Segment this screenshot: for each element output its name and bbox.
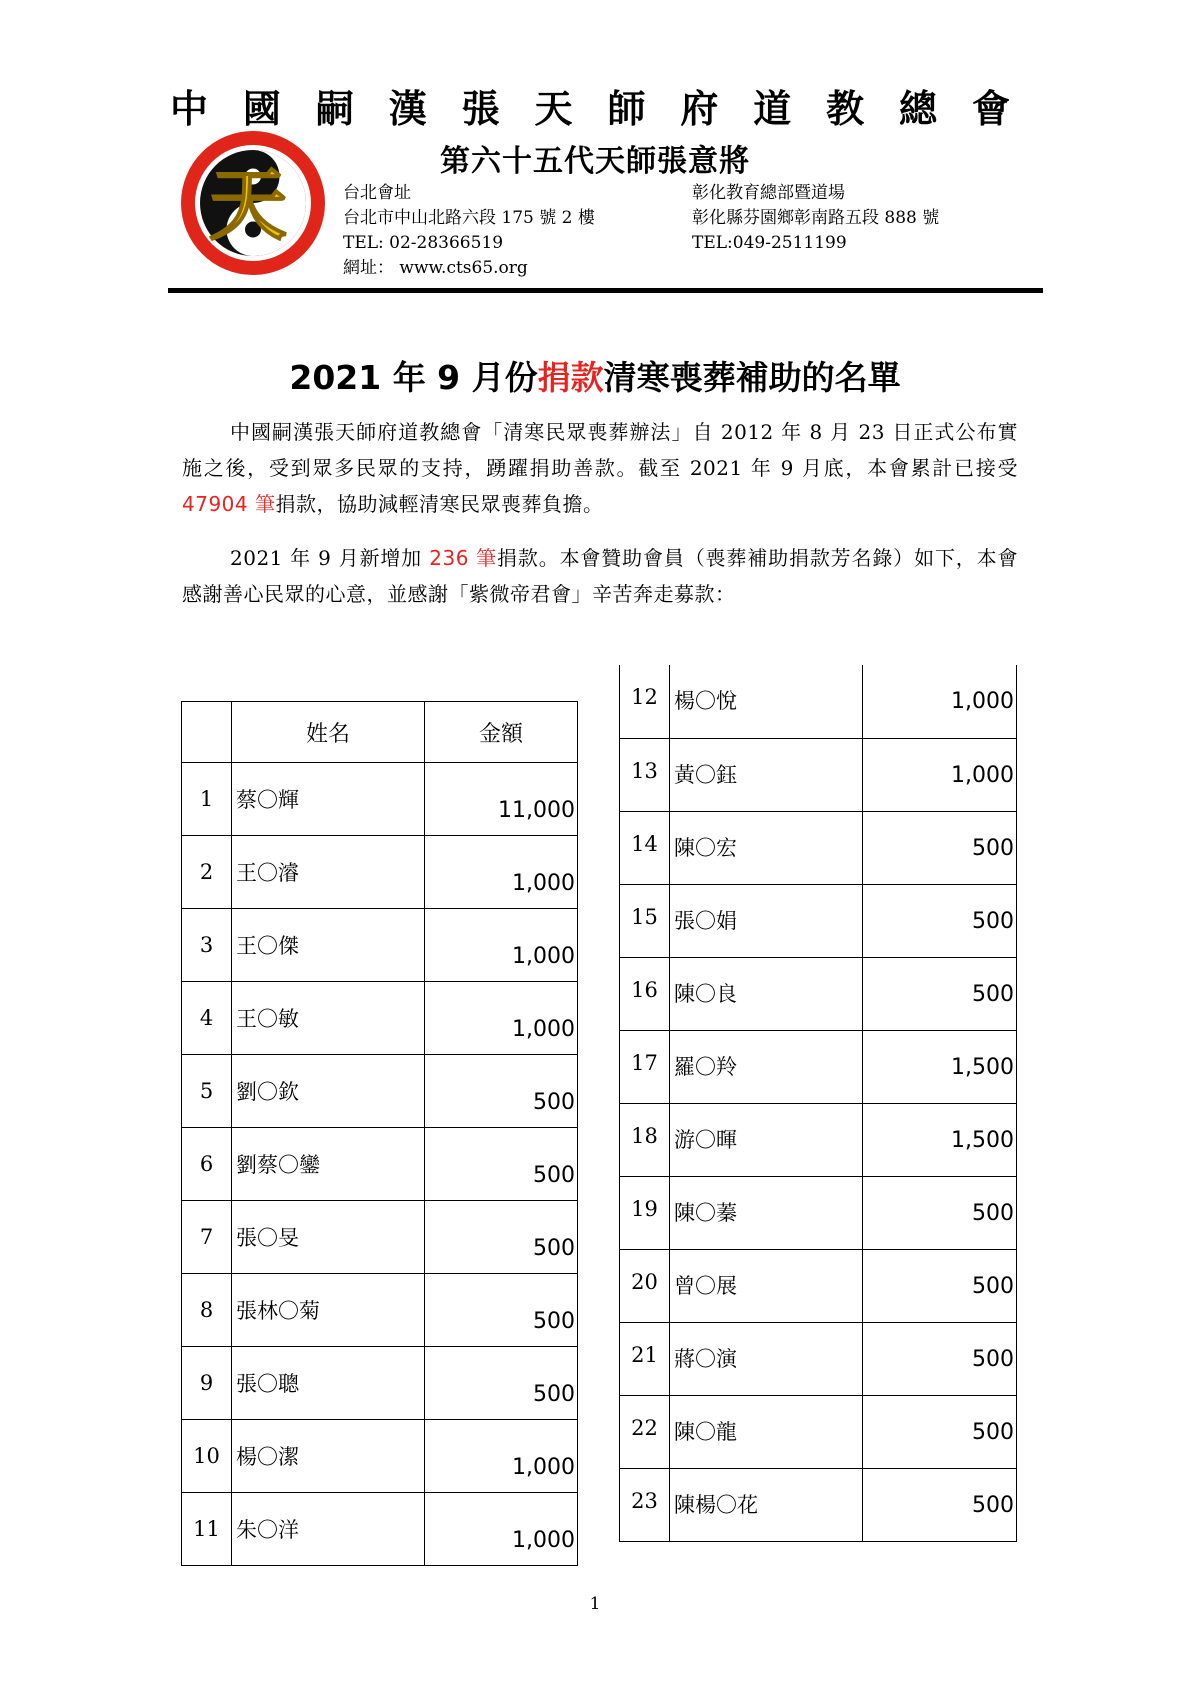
- table-row: [182, 909, 578, 982]
- donor-amount: [863, 957, 1017, 1030]
- donor-amount: [425, 982, 578, 1055]
- donor-name: 陳〇龍: [670, 1395, 863, 1468]
- donor-name: 陳〇蓁: [670, 1176, 863, 1249]
- amount-value: 1,500: [951, 1127, 1014, 1153]
- donor-amount: [425, 1055, 578, 1128]
- table-row: [182, 1274, 578, 1347]
- donor-amount: [863, 738, 1017, 811]
- title-part2: 清寒喪葬補助的名單: [603, 358, 901, 397]
- donor-amount: [425, 1128, 578, 1201]
- donor-number: 18: [620, 1103, 670, 1176]
- taiji-logo: [178, 128, 328, 278]
- amount-value: 500: [972, 835, 1014, 861]
- logo-character: 天: [208, 160, 288, 251]
- amount-value: 1,000: [951, 762, 1014, 788]
- donor-name: 張〇聰: [232, 1347, 425, 1420]
- table-row: [620, 811, 1017, 884]
- amount-value: 500: [972, 1200, 1014, 1226]
- amount-value: 500: [972, 1346, 1014, 1372]
- donor-table-left: [181, 701, 578, 1566]
- donor-number: 13: [620, 738, 670, 811]
- table-row: [620, 1395, 1017, 1468]
- title-part1: 2021 年 9 月份: [289, 358, 538, 397]
- donor-name: 劉蔡〇鑾: [232, 1128, 425, 1201]
- table-row: [620, 957, 1017, 1030]
- table-row: [182, 836, 578, 909]
- donor-amount: [425, 1420, 578, 1493]
- donor-amount: [863, 1249, 1017, 1322]
- donor-amount: [425, 1347, 578, 1420]
- donor-number: 10: [182, 1420, 232, 1493]
- donor-name: 曾〇展: [670, 1249, 863, 1322]
- para1-tail: 捐款，協助減輕清寒民眾喪葬負擔。: [275, 492, 604, 516]
- org-char: 漢: [388, 87, 427, 131]
- amount-value: 500: [972, 1419, 1014, 1445]
- donor-number: 14: [620, 811, 670, 884]
- donor-name: 黃〇鈺: [670, 738, 863, 811]
- taipei-street: 台北市中山北路六段 175 號 2 樓: [343, 208, 595, 228]
- taipei-tel: TEL: 02-28366519: [343, 233, 504, 253]
- amount-value: 500: [972, 1273, 1014, 1299]
- donor-name: 游〇暉: [670, 1103, 863, 1176]
- table-row: [182, 1128, 578, 1201]
- donor-name: 張〇娟: [670, 884, 863, 957]
- amount-value: 11,000: [498, 798, 575, 823]
- org-char: 會: [971, 87, 1010, 131]
- amount-value: 500: [533, 1163, 575, 1188]
- donor-amount: [863, 1176, 1017, 1249]
- donor-amount: [863, 1468, 1017, 1541]
- title-highlight: 捐款: [537, 358, 604, 397]
- table-row: [620, 1176, 1017, 1249]
- amount-value: 1,000: [512, 1528, 575, 1553]
- donor-name: 羅〇羚: [670, 1030, 863, 1103]
- donor-name: 朱〇洋: [232, 1493, 425, 1566]
- donor-number: 23: [620, 1468, 670, 1541]
- org-char: 師: [607, 87, 646, 131]
- table-row: [620, 1030, 1017, 1103]
- donor-amount: [425, 1201, 578, 1274]
- donor-number: 22: [620, 1395, 670, 1468]
- table-row: [182, 1347, 578, 1420]
- monthly-count: 236 筆: [429, 546, 497, 570]
- amount-value: 1,000: [951, 689, 1014, 714]
- monthly-paragraph: [182, 540, 1018, 612]
- org-char: 道: [753, 87, 792, 131]
- table-row: [620, 884, 1017, 957]
- donor-amount: [863, 811, 1017, 884]
- donor-number: 11: [182, 1493, 232, 1566]
- donor-name: 陳〇良: [670, 957, 863, 1030]
- amount-value: 500: [533, 1090, 575, 1115]
- table-row: [182, 763, 578, 836]
- donor-name: 陳楊〇花: [670, 1468, 863, 1541]
- table-row: [620, 1249, 1017, 1322]
- table-row: [620, 1322, 1017, 1395]
- donor-number: 3: [182, 909, 232, 982]
- donor-name: 劉〇欽: [232, 1055, 425, 1128]
- page-number: 1: [589, 1594, 601, 1614]
- website: 網址： www.cts65.org: [343, 258, 528, 278]
- org-char: 國: [242, 87, 281, 131]
- changhua-street: 彰化縣芬園鄉彰南路五段 888 號: [692, 208, 940, 228]
- table-row: [182, 982, 578, 1055]
- donor-number: 4: [182, 982, 232, 1055]
- amount-value: 500: [533, 1236, 575, 1261]
- amount-value: 500: [972, 1492, 1014, 1518]
- total-count: 47904 筆: [182, 492, 276, 516]
- amount-value: 1,000: [512, 1455, 575, 1480]
- donor-name: 王〇濬: [232, 836, 425, 909]
- donor-number: 20: [620, 1249, 670, 1322]
- donor-number: 2: [182, 836, 232, 909]
- amount-value: 500: [533, 1382, 575, 1407]
- amount-value: 1,000: [512, 871, 575, 896]
- changhua-tel: TEL:049-2511199: [692, 233, 847, 253]
- donor-name: 楊〇潔: [232, 1420, 425, 1493]
- donor-number: 9: [182, 1347, 232, 1420]
- donor-amount: [863, 1395, 1017, 1468]
- donor-amount: [425, 909, 578, 982]
- header-number: [182, 702, 232, 763]
- donor-name: 王〇敏: [232, 982, 425, 1055]
- donor-amount: [863, 1322, 1017, 1395]
- header-divider: [168, 288, 1043, 293]
- table-row: [182, 1201, 578, 1274]
- org-char: 張: [461, 87, 500, 131]
- donor-amount: [425, 763, 578, 836]
- taipei-label: 台北會址: [343, 183, 411, 203]
- donor-amount: [863, 1030, 1017, 1103]
- donor-number: 8: [182, 1274, 232, 1347]
- donor-name: 張〇旻: [232, 1201, 425, 1274]
- donor-amount: [863, 665, 1017, 738]
- amount-value: 500: [972, 981, 1014, 1007]
- para1-text: 中國嗣漢張天師府道教總會「清寒民眾喪葬辦法」自 2012 年 8 月 23 日正式公布實施之後，受到眾多民眾的支持，踴躍捐助善款。截至 2021 年 9 月底，本會累計已接受: [182, 420, 1018, 480]
- donor-name: 蔡〇輝: [232, 763, 425, 836]
- amount-value: 1,000: [512, 1017, 575, 1042]
- table-row: [182, 1055, 578, 1128]
- donor-number: 12: [620, 665, 670, 738]
- para2-tail: 捐款。本會贊助會員（喪葬補助捐款芳名錄）如下，本會感謝善心民眾的心意，並感謝「紫微帝君會」辛苦奔走募款：: [182, 546, 1019, 606]
- table-header-row: [182, 702, 578, 763]
- amount-value: 1,000: [512, 944, 575, 969]
- master-title: 第六十五代天師張意將: [440, 144, 750, 179]
- table-row: [182, 1493, 578, 1566]
- table-row: [620, 738, 1017, 811]
- org-char: 嗣: [315, 87, 354, 131]
- intro-paragraph: [182, 414, 1018, 522]
- donor-number: 6: [182, 1128, 232, 1201]
- org-char: 天: [534, 87, 573, 131]
- donor-number: 5: [182, 1055, 232, 1128]
- donor-number: 19: [620, 1176, 670, 1249]
- org-char: 府: [680, 87, 719, 131]
- donor-number: 17: [620, 1030, 670, 1103]
- table-row: [620, 1103, 1017, 1176]
- donor-amount: [425, 836, 578, 909]
- donor-number: 21: [620, 1322, 670, 1395]
- amount-value: 500: [533, 1309, 575, 1334]
- donor-name: 楊〇悅: [670, 665, 863, 738]
- table-row: [182, 1420, 578, 1493]
- donor-number: 16: [620, 957, 670, 1030]
- para2-text: 2021 年 9 月新增加: [230, 546, 430, 570]
- donor-table-right: [619, 665, 1017, 1542]
- donor-number: 1: [182, 763, 232, 836]
- table-row: [620, 665, 1017, 738]
- amount-value: 500: [972, 908, 1014, 934]
- org-char: 教: [826, 87, 865, 131]
- donor-name: 王〇傑: [232, 909, 425, 982]
- donor-amount: [425, 1493, 578, 1566]
- organization-name: [170, 78, 1010, 133]
- taipei-address: [343, 181, 595, 281]
- donor-amount: [863, 884, 1017, 957]
- document-title: [0, 352, 1190, 399]
- donor-amount: [863, 1103, 1017, 1176]
- changhua-label: 彰化教育總部暨道場: [692, 183, 845, 203]
- table-row: [620, 1468, 1017, 1541]
- header-name: 姓名: [232, 702, 425, 763]
- org-char: 總: [899, 87, 938, 131]
- donor-number: 15: [620, 884, 670, 957]
- donor-name: 陳〇宏: [670, 811, 863, 884]
- org-char: 中: [170, 87, 209, 131]
- donor-name: 蔣〇演: [670, 1322, 863, 1395]
- changhua-address: [692, 181, 939, 256]
- amount-value: 1,500: [951, 1054, 1014, 1080]
- donor-amount: [425, 1274, 578, 1347]
- donor-number: 7: [182, 1201, 232, 1274]
- donor-name: 張林〇菊: [232, 1274, 425, 1347]
- header-amount: 金額: [425, 702, 578, 763]
